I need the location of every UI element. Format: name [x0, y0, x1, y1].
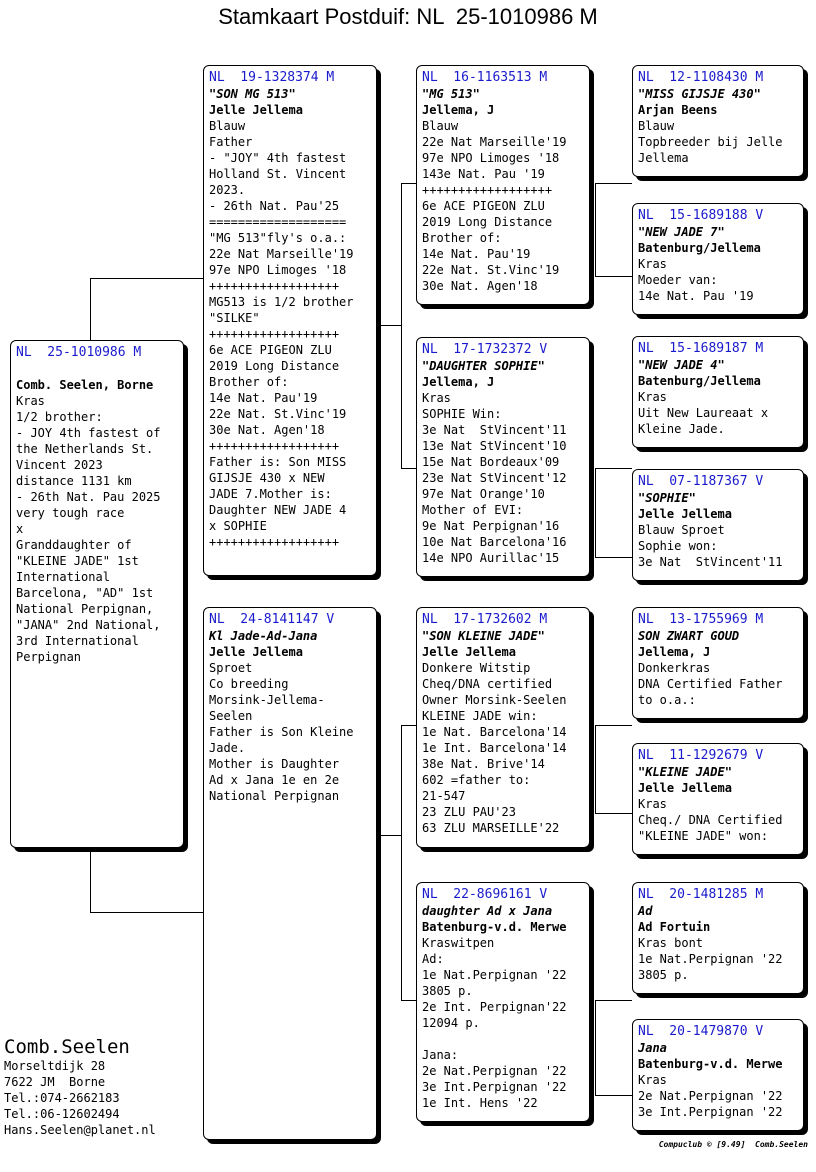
info-line: ++++++++++++++++++ [422, 183, 553, 197]
info-line: Brother of: [209, 375, 289, 389]
info-line: - 26th Nat. Pau 2025 [16, 490, 161, 504]
connector-line [378, 325, 401, 326]
info-line: Kras [16, 394, 45, 408]
ring-number: NL 15-1689188 V [638, 208, 764, 223]
info-line: very tough race [16, 506, 125, 520]
owner-name: Jellema, J [422, 103, 495, 117]
info-line: Topbreeder bij Jelle [638, 135, 783, 149]
info-line: 3805 p. [638, 968, 689, 982]
info-line: 2019 Long Distance [422, 215, 553, 229]
info-line [422, 1031, 585, 1047]
owner-name: Jellema, J [638, 645, 711, 659]
connector-line [595, 183, 596, 276]
info-line: "KLEINE JADE" 1st [16, 554, 139, 568]
info-line: Morsink-Jellema- [209, 693, 325, 707]
info-line: ++++++++++++++++++ [209, 327, 340, 341]
ring-number: NL 13-1755969 M [638, 612, 764, 627]
owner-name: Batenburg-v.d. Merwe [638, 1057, 783, 1071]
info-line: Kras [638, 257, 667, 271]
pigeon-name [16, 361, 179, 377]
info-line: - JOY 4th fastest of [16, 426, 161, 440]
info-line: "SILKE" [209, 311, 260, 325]
pigeon-card-great-grandparent-8[interactable] [632, 1019, 804, 1131]
info-line: 13e Nat StVincent'10 [422, 439, 567, 453]
address-line: 7622 JM Borne [4, 1075, 106, 1089]
connector-line [595, 1095, 632, 1096]
info-line: JADE 7.Mother is: [209, 487, 332, 501]
pigeon-name: "KLEINE JADE" [638, 765, 732, 779]
info-line: 14e NPO Aurillac'15 [422, 551, 560, 565]
info-line: 22e Nat. St.Vinc'19 [209, 407, 347, 421]
info-line: Co breeding [209, 677, 289, 691]
info-line: Vincent 2023 [16, 458, 103, 472]
info-line: Jade. [209, 741, 246, 755]
copyright-note: Compuclub © [9.49] Comb.Seelen [658, 1140, 808, 1149]
info-line: 14e Nat. Pau '19 [638, 289, 754, 303]
connector-line [90, 848, 91, 912]
ring-number: NL 11-1292679 V [638, 748, 764, 763]
info-line: x [16, 522, 24, 536]
pigeon-name: "MG 513" [422, 87, 480, 101]
owner-name: Ad Fortuin [638, 920, 711, 934]
ring-number: NL 12-1108430 M [638, 70, 764, 85]
info-line: ++++++++++++++++++ [209, 535, 340, 549]
info-line: National Perpignan [209, 789, 340, 803]
info-line: Cheq./ DNA Certified [638, 813, 783, 827]
ring-number: NL 20-1479870 V [638, 1024, 764, 1039]
info-line: Kraswitpen [422, 936, 495, 950]
info-line: Owner Morsink-Seelen [422, 693, 567, 707]
pigeon-name: SON ZWART GOUD [638, 629, 740, 643]
owner-name: Comb. Seelen, Borne [16, 378, 154, 392]
info-line: 3e Int.Perpignan '22 [422, 1080, 567, 1094]
breeder-address-block [4, 1036, 156, 1138]
info-line: 22e Nat Marseille'19 [422, 135, 567, 149]
info-line: 143e Nat. Pau '19 [422, 167, 545, 181]
info-line: Sophie won: [638, 539, 718, 553]
pigeon-name: Ad [638, 904, 653, 918]
pigeon-name: Kl Jade-Ad-Jana [209, 629, 318, 643]
email-line: Hans.Seelen@planet.nl [4, 1123, 156, 1137]
pigeon-name: "SON MG 513" [209, 87, 296, 101]
owner-name: Batenburg/Jellema [638, 374, 761, 388]
page-title: Stamkaart Postduif: NL 25-1010986 M [218, 4, 598, 29]
pigeon-card-grandfather-paternal[interactable] [416, 65, 590, 305]
info-line: Kras bont [638, 936, 704, 950]
info-line: DNA Certified Father [638, 677, 783, 691]
info-line: Daughter NEW JADE 4 [209, 503, 347, 517]
pigeon-name: "SON KLEINE JADE" [422, 629, 545, 643]
pigeon-name: "DAUGHTER SOPHIE" [422, 359, 545, 373]
info-line: - 26th Nat. Pau'25 [209, 199, 340, 213]
connector-line [595, 1000, 596, 1095]
info-line: "JANA" 2nd National, [16, 618, 161, 632]
connector-line [595, 183, 632, 184]
ring-number: NL 15-1689187 M [638, 341, 764, 356]
info-line: Jellema [638, 151, 689, 165]
pigeon-name: Jana [638, 1041, 667, 1055]
info-line: 21-547 [422, 789, 466, 803]
info-line: Blauw Sproet [638, 523, 725, 537]
connector-line [595, 1000, 632, 1001]
info-line: Blauw [638, 119, 675, 133]
pigeon-card-father[interactable] [203, 65, 377, 576]
info-line: Kras [638, 797, 667, 811]
connector-line [595, 557, 632, 558]
connector-line [90, 912, 203, 913]
ring-number: NL 22-8696161 V [422, 887, 548, 902]
info-line: 2e Nat.Perpignan '22 [422, 1064, 567, 1078]
info-line: 3e Int.Perpignan '22 [638, 1105, 783, 1119]
info-line: 2e Int. Perpignan'22 [422, 1000, 567, 1014]
info-line: 38e Nat. Brive'14 [422, 757, 545, 771]
info-line: 2019 Long Distance [209, 359, 340, 373]
info-line: Seelen [209, 709, 253, 723]
connector-line [401, 1000, 416, 1001]
info-line: SOPHIE Win: [422, 407, 502, 421]
info-line: Father is Son Kleine [209, 725, 354, 739]
info-line: 97e Nat Orange'10 [422, 487, 545, 501]
ring-number: NL 17-1732602 M [422, 612, 548, 627]
connector-line [401, 183, 416, 184]
info-line: Granddaughter of [16, 538, 132, 552]
info-line: "MG 513"fly's o.a.: [209, 231, 347, 245]
owner-name: Jelle Jellema [422, 645, 516, 659]
info-line: 3e Nat StVincent'11 [638, 555, 783, 569]
pigeon-card-subject[interactable] [10, 340, 184, 848]
pigeon-card-grandfather-maternal[interactable] [416, 607, 590, 848]
info-line: Ad: [422, 952, 444, 966]
info-line: 602 =father to: [422, 773, 531, 787]
info-line: 97e NPO Limoges '18 [422, 151, 560, 165]
info-line: Uit New Laureaat x [638, 406, 769, 420]
info-line: x SOPHIE [209, 519, 267, 533]
info-line: 1/2 brother: [16, 410, 103, 424]
owner-name: Jelle Jellema [209, 645, 303, 659]
info-line: KLEINE JADE win: [422, 709, 538, 723]
info-line: 6e ACE PIGEON ZLU [209, 343, 332, 357]
connector-line [90, 278, 91, 340]
connector-line [401, 725, 402, 1000]
owner-name: Arjan Beens [638, 103, 718, 117]
connector-line [401, 183, 402, 468]
address-line: Morseltdijk 28 [4, 1059, 106, 1073]
pigeon-card-great-grandparent-4[interactable] [632, 469, 804, 581]
info-line: 10e Nat Barcelona'16 [422, 535, 567, 549]
connector-line [595, 725, 596, 813]
owner-name: Jelle Jellema [638, 507, 732, 521]
breeder-name: Comb.Seelen [4, 1036, 130, 1058]
info-line: 9e Nat Perpignan'16 [422, 519, 560, 533]
owner-name: Jelle Jellema [209, 103, 303, 117]
owner-name: Batenburg/Jellema [638, 241, 761, 255]
info-line: 3e Nat StVincent'11 [422, 423, 567, 437]
info-line: "KLEINE JADE" won: [638, 829, 769, 843]
pigeon-card-great-grandparent-5[interactable] [632, 607, 804, 719]
info-line: 6e ACE PIGEON ZLU [422, 199, 545, 213]
info-line: distance 1131 km [16, 474, 132, 488]
pigeon-name: "NEW JADE 7" [638, 225, 725, 239]
pigeon-card-great-grandparent-2[interactable] [632, 203, 804, 315]
connector-line [595, 813, 632, 814]
info-line: 1e Int. Hens '22 [422, 1096, 538, 1110]
info-line: to o.a.: [638, 693, 696, 707]
info-line: Moeder van: [638, 273, 718, 287]
info-line: Kras [638, 390, 667, 404]
info-line: Barcelona, "AD" 1st [16, 586, 154, 600]
info-line: 22e Nat. St.Vinc'19 [422, 263, 560, 277]
info-line: Perpignan [16, 650, 82, 664]
pigeon-name: daughter Ad x Jana [422, 904, 553, 918]
info-line: 23 ZLU PAU'23 [422, 805, 516, 819]
info-line: 22e Nat Marseille'19 [209, 247, 354, 261]
info-line: 30e Nat. Agen'18 [422, 279, 538, 293]
info-line: 2e Nat.Perpignan '22 [638, 1089, 783, 1103]
info-line: ++++++++++++++++++ [209, 279, 340, 293]
phone-line: Tel.:074-2662183 [4, 1091, 120, 1105]
info-line: National Perpignan, [16, 602, 154, 616]
ring-number: NL 19-1328374 M [209, 70, 335, 85]
info-line: Donkerkras [638, 661, 711, 675]
info-line: Kras [638, 1073, 667, 1087]
pigeon-card-great-grandparent-6[interactable] [632, 743, 804, 855]
info-line: Mother is Daughter [209, 757, 340, 771]
connector-line [595, 468, 632, 469]
connector-line [90, 278, 203, 279]
info-line: International [16, 570, 110, 584]
info-line: Father is: Son MISS [209, 455, 347, 469]
info-line: ++++++++++++++++++ [209, 439, 340, 453]
info-line: 14e Nat. Pau'19 [422, 247, 531, 261]
info-line: 97e NPO Limoges '18 [209, 263, 347, 277]
info-line: 1e Nat.Perpignan '22 [422, 968, 567, 982]
phone-line: Tel.:06-12602494 [4, 1107, 120, 1121]
pigeon-name: "NEW JADE 4" [638, 358, 725, 372]
info-line: MG513 is 1/2 brother [209, 295, 354, 309]
info-line: Kras [422, 391, 451, 405]
pigeon-name: "SOPHIE" [638, 491, 696, 505]
owner-name: Jellema, J [422, 375, 495, 389]
pigeon-card-grandmother-maternal[interactable] [416, 882, 590, 1122]
info-line: Jana: [422, 1048, 459, 1062]
info-line: Kleine Jade. [638, 422, 725, 436]
info-line: Ad x Jana 1e en 2e [209, 773, 340, 787]
pigeon-card-great-grandparent-3[interactable] [632, 336, 804, 448]
pigeon-card-mother[interactable] [203, 607, 377, 1140]
info-line: GIJSJE 430 x NEW [209, 471, 325, 485]
info-line: 23e Nat StVincent'12 [422, 471, 567, 485]
info-line: Cheq/DNA certified [422, 677, 553, 691]
info-line: Holland St. Vincent [209, 167, 347, 181]
info-line: 1e Int. Barcelona'14 [422, 741, 567, 755]
connector-line [595, 725, 632, 726]
info-line: Brother of: [422, 231, 502, 245]
pigeon-name: "MISS GIJSJE 430" [638, 87, 761, 101]
ring-number: NL 25-1010986 M [16, 345, 142, 360]
info-line: 2023. [209, 183, 246, 197]
ring-number: NL 16-1163513 M [422, 70, 548, 85]
pigeon-card-grandmother-paternal[interactable] [416, 337, 590, 577]
info-line: - "JOY" 4th fastest [209, 151, 347, 165]
pigeon-card-great-grandparent-1[interactable] [632, 65, 804, 177]
info-line: =================== [209, 215, 347, 229]
info-line: Sproet [209, 661, 253, 675]
connector-line [401, 468, 416, 469]
ring-number: NL 17-1732372 V [422, 342, 548, 357]
info-line: Father [209, 135, 253, 149]
info-line: Blauw [422, 119, 459, 133]
connector-line [401, 725, 416, 726]
info-line: 1e Nat. Barcelona'14 [422, 725, 567, 739]
info-line: Blauw [209, 119, 246, 133]
info-line: Donkere Witstip [422, 661, 531, 675]
ring-number: NL 20-1481285 M [638, 887, 764, 902]
connector-line [378, 835, 401, 836]
connector-line [595, 468, 596, 557]
info-line: 14e Nat. Pau'19 [209, 391, 318, 405]
info-line: 1e Nat.Perpignan '22 [638, 952, 783, 966]
info-line: 15e Nat Bordeaux'09 [422, 455, 560, 469]
info-line: 30e Nat. Agen'18 [209, 423, 325, 437]
info-line: Mother of EVI: [422, 503, 524, 517]
info-line: 63 ZLU MARSEILLE'22 [422, 821, 560, 835]
pigeon-card-great-grandparent-7[interactable] [632, 882, 804, 994]
info-line: 3805 p. [422, 984, 473, 998]
owner-name: Jelle Jellema [638, 781, 732, 795]
info-line: 12094 p. [422, 1016, 480, 1030]
ring-number: NL 24-8141147 V [209, 612, 335, 627]
owner-name: Batenburg-v.d. Merwe [422, 920, 567, 934]
info-line: 3rd International [16, 634, 139, 648]
info-line: the Netherlands St. [16, 442, 154, 456]
connector-line [595, 276, 632, 277]
ring-number: NL 07-1187367 V [638, 474, 764, 489]
